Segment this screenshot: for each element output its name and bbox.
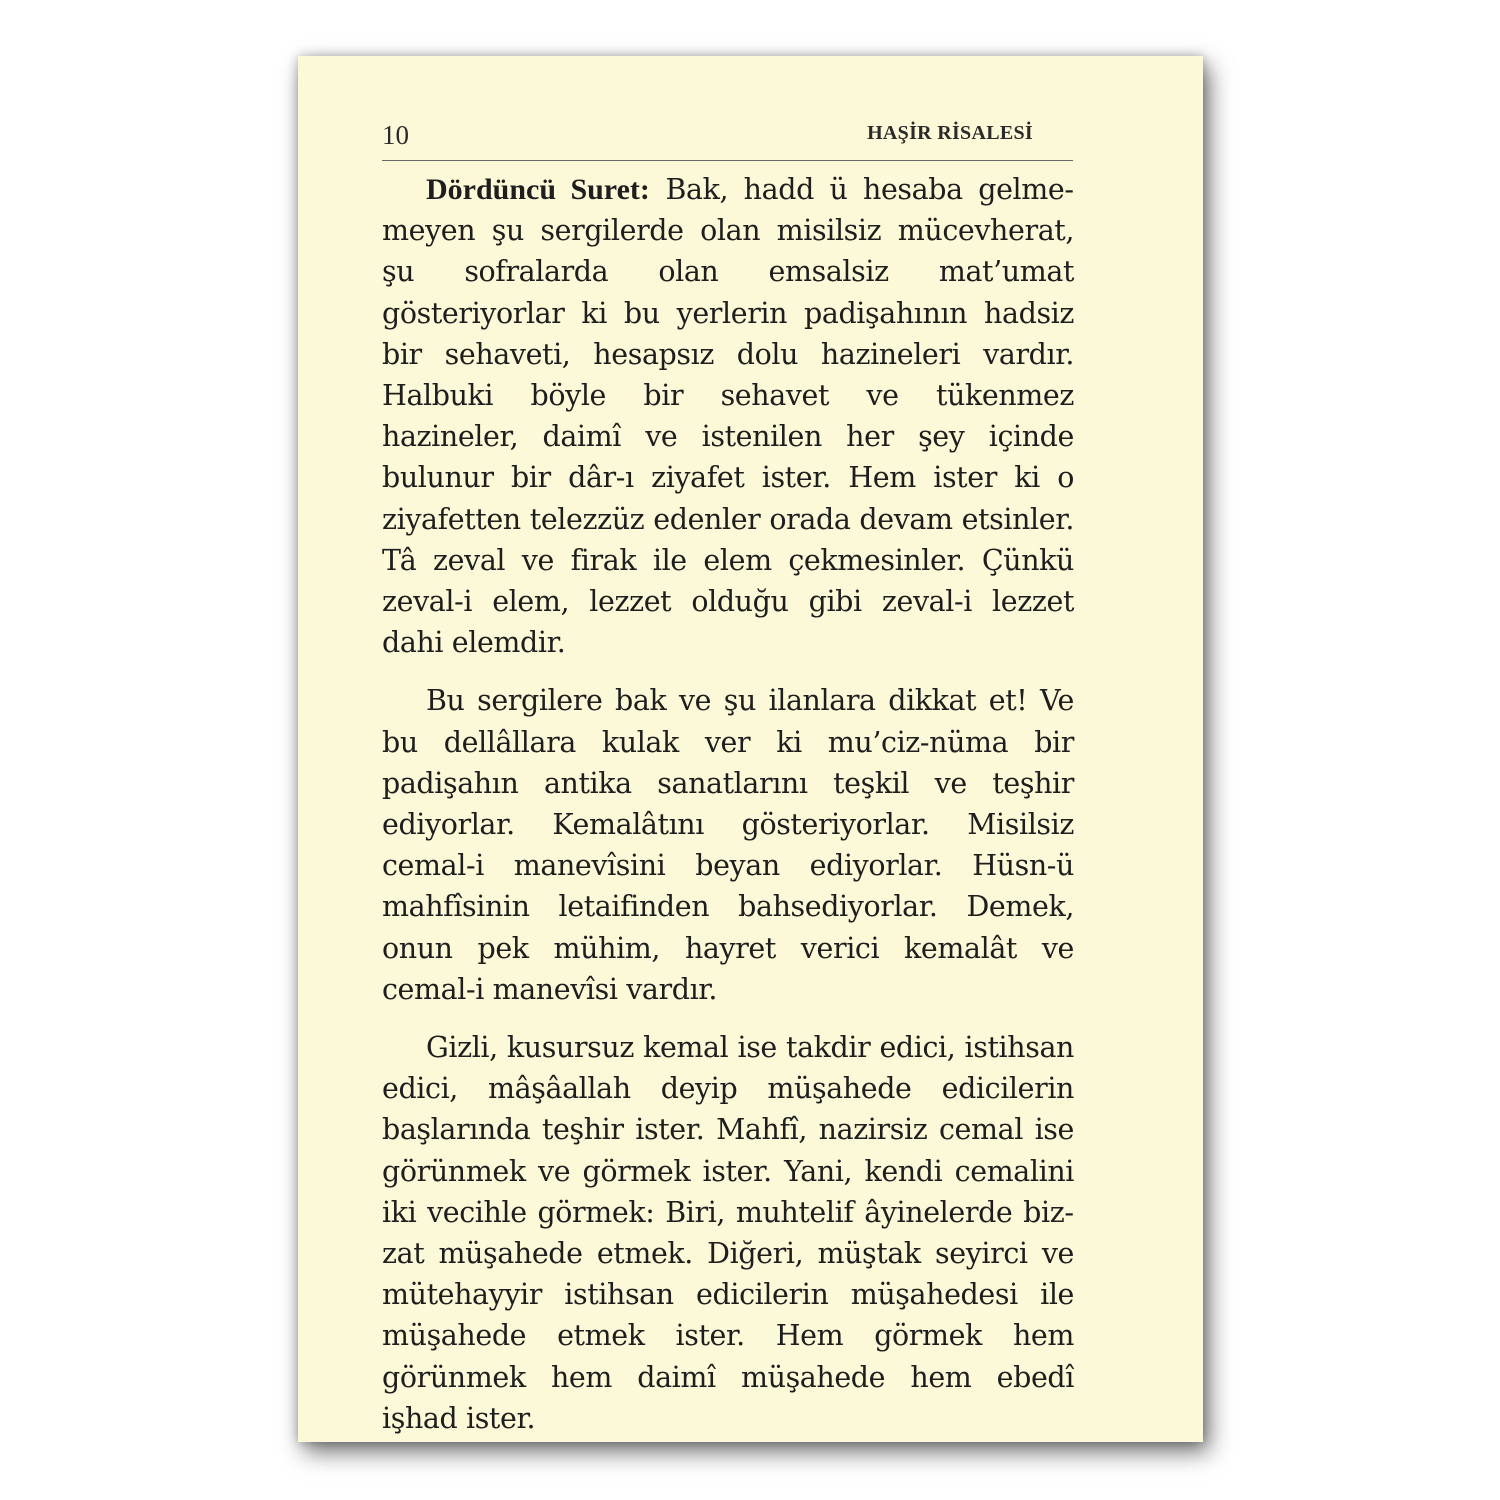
- paragraph-3: Gizli, kusursuz kemal ise takdir edici, istihsan edici, mâşâallah deyip müşahede edicilerin başlarında teşhir ister. Mahfî, nazirsiz cemal ise görünmek ve görmek ister. Yani, kendi cemalini iki vecihle görmek: Biri, muhtelif âyinelerde bizzat müşahede etmek. Diğeri, müştak seyirci ve mütehayyir istihsan edicilerin müşahedesi ile müşahede etmek ister. Hem görmek hem görünmek hem daimî müşahede hem ebedî işhad ister.: [382, 1031, 1074, 1435]
- page-number: 10: [382, 120, 409, 150]
- paragraph-2: Bu sergilere bak ve şu ilanlara dikkat et! Ve bu dellâllara kulak ver ki mu’ciz-nüma bir padişahın antika sanatlarını teşkil ve teşhir ediyorlar. Kemalâtını gösteriyorlar. Misilsiz cemal-i manevîsini beyan ediyorlar. Hüsn-ü mahfîsinin letaifinden bahsediyorlar. Demek, onun pek mühim, hayret verici kemalât ve cemal-i manevîsi vardır.: [382, 684, 1074, 1006]
- paragraph-1: [382, 169, 1074, 663]
- page-header: [382, 118, 1073, 161]
- running-title: HAŞİR RİSALESİ: [867, 122, 1033, 144]
- page-body: [382, 169, 1074, 1439]
- book-page: [298, 56, 1203, 1442]
- section-heading: Dördüncü Suret:: [426, 173, 650, 206]
- paragraph-1-text: Bak, hadd ü hesaba gelmemeyen şu sergilerde olan misilsiz mücevherat, şu sofralarda olan emsalsiz mat’umat gösteriyorlar ki bu yerlerin padişahının hadsiz bir sehaveti, hesapsız dolu hazineleri vardır. Halbuki böyle bir sehavet ve tükenmez hazineler, daimî ve istenilen her şey içinde bulunur bir dâr-ı ziyafet ister. Hem ister ki o ziyafetten telezzüz edenler orada devam etsinler. Tâ zeval ve firak ile elem çekmesinler. Çünkü zeval-i elem, lezzet olduğu gibi zeval-i lezzet dahi elemdir.: [382, 173, 1074, 660]
